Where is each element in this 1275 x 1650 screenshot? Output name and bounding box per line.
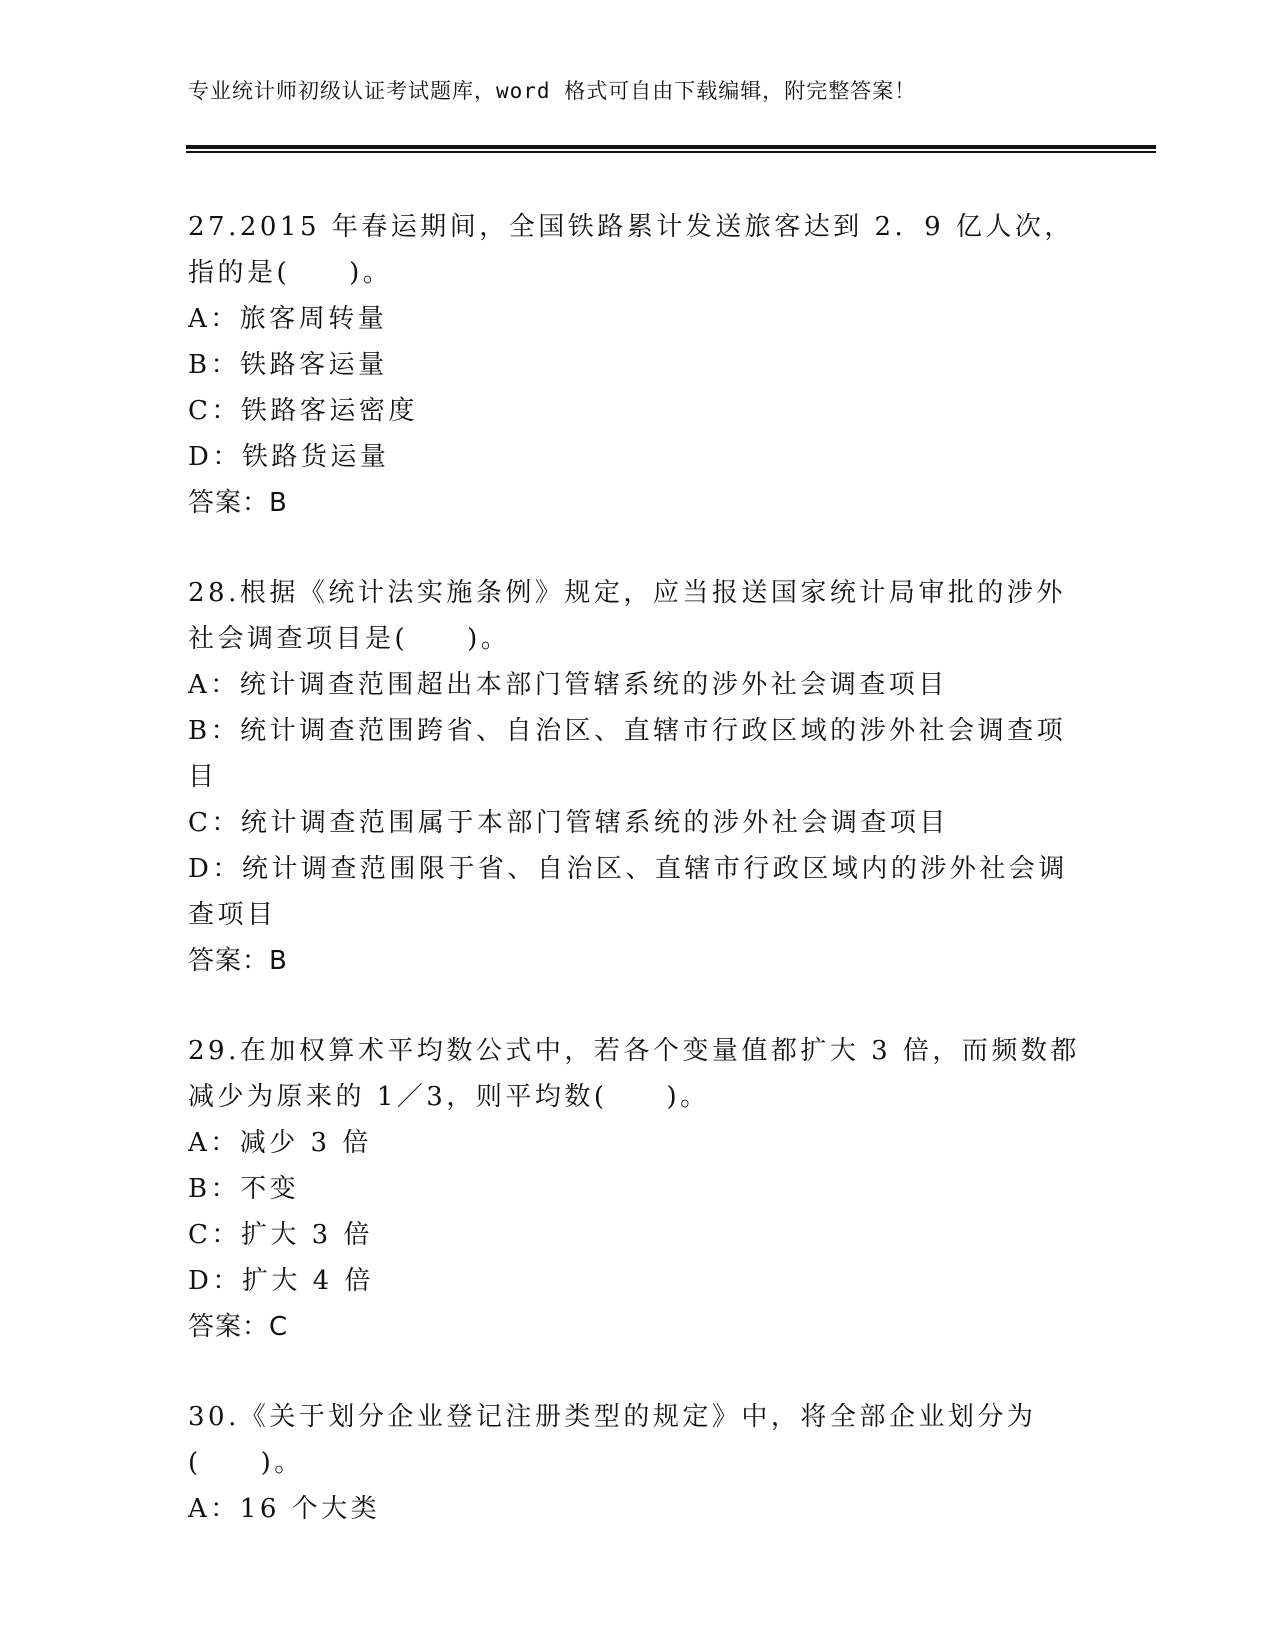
question-27 [188, 204, 1088, 526]
option-b: B：不变 [188, 1174, 300, 1204]
option-c: C：统计调查范围属于本部门管辖系统的涉外社会调查项目 [188, 808, 949, 838]
question-list [188, 204, 1088, 1576]
option-c: C：扩大 3 倍 [188, 1220, 373, 1250]
option-b: B：统计调查范围跨省、自治区、直辖市行政区域的涉外社会调查项目 [188, 716, 1067, 792]
header-rule-thin [186, 151, 1156, 153]
answer: 答案：C [188, 1312, 289, 1342]
question-stem: 29.在加权算术平均数公式中，若各个变量值都扩大 3 倍，而频数都减少为原来的 1／3，则平均数( )。 [188, 1036, 1080, 1112]
option-a: A：16 个大类 [188, 1494, 381, 1524]
option-d: D：铁路货运量 [188, 442, 390, 472]
option-b: B：铁路客运量 [188, 350, 388, 380]
option-a: A：减少 3 倍 [188, 1128, 372, 1158]
option-c: C：铁路客运密度 [188, 396, 418, 426]
option-d: D：扩大 4 倍 [188, 1266, 374, 1296]
page-header: 专业统计师初级认证考试题库，word 格式可自由下载编辑，附完整答案！ [188, 79, 917, 103]
header-rule [186, 145, 1156, 149]
question-stem: 27.2015 年春运期间，全国铁路累计发送旅客达到 2．9 亿人次，指的是( )。 [188, 212, 1074, 288]
question-28 [188, 570, 1088, 984]
answer: 答案：B [188, 488, 288, 518]
question-30 [188, 1394, 1088, 1532]
question-stem: 28.根据《统计法实施条例》规定，应当报送国家统计局审批的涉外社会调查项目是( )。 [188, 578, 1066, 654]
option-d: D：统计调查范围限于省、自治区、直辖市行政区域内的涉外社会调查项目 [188, 854, 1068, 930]
question-29 [188, 1028, 1088, 1350]
option-a: A：旅客周转量 [188, 304, 388, 334]
question-stem: 30.《关于划分企业登记注册类型的规定》中，将全部企业划分为( )。 [188, 1402, 1037, 1478]
option-a: A：统计调查范围超出本部门管辖系统的涉外社会调查项目 [188, 670, 948, 700]
answer: 答案：B [188, 946, 288, 976]
